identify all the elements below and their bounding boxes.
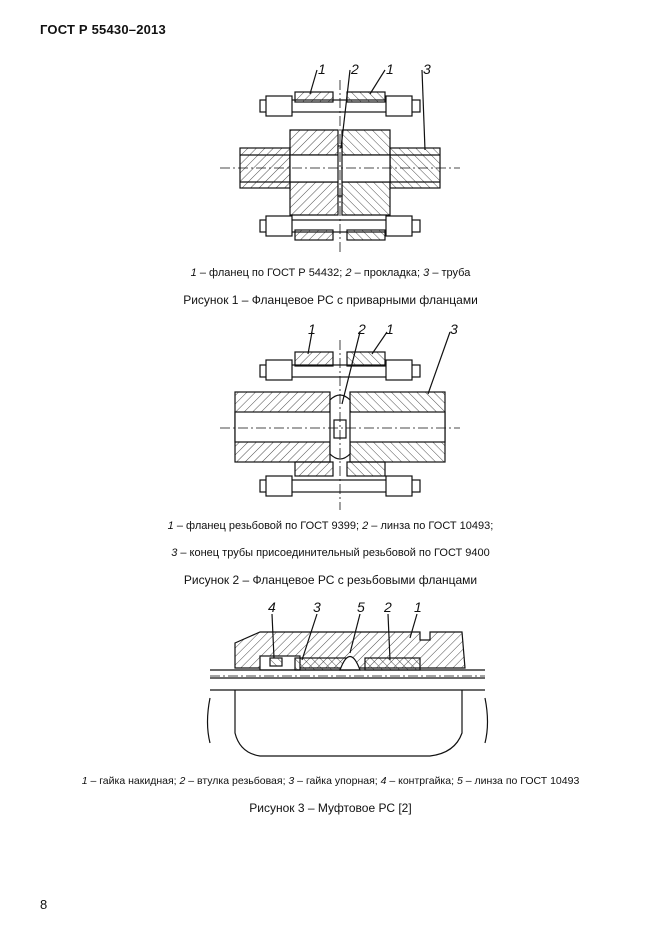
legend-num: 5	[456, 775, 463, 787]
figure-3-callout-4: 4	[268, 599, 276, 615]
legend-text: – контргайка;	[386, 775, 457, 787]
figure-1-drawing	[200, 60, 470, 260]
figure-2-drawing	[200, 320, 470, 515]
figure-3-callout-5: 5	[357, 599, 365, 615]
figure-1-callout-1a: 1	[318, 61, 326, 77]
legend-num: 1	[190, 267, 197, 279]
figure-2-callout-2: 2	[358, 321, 366, 337]
legend-num: 3	[288, 775, 295, 787]
legend-num: 3	[171, 547, 178, 559]
legend-num: 2	[179, 775, 186, 787]
figure-2-callout-1a: 1	[308, 321, 316, 337]
document-header: ГОСТ Р 55430–2013	[40, 22, 166, 37]
figure-1-callout-3: 3	[423, 61, 431, 77]
legend-num: 3	[423, 267, 430, 279]
page-number: 8	[40, 897, 48, 912]
figure-2-legend-line-2	[0, 547, 661, 559]
figure-1-title: Рисунок 1 – Фланцевое РС с приварными фланцами	[183, 293, 478, 307]
legend-num: 1	[167, 520, 174, 532]
figure-3-drawing	[200, 598, 490, 768]
legend-text: – линза по ГОСТ 10493	[462, 775, 580, 787]
legend-text: – фланец резьбовой по ГОСТ 9399;	[173, 520, 363, 532]
figure-1-callout-1b: 1	[386, 61, 394, 77]
legend-text: – прокладка;	[351, 267, 424, 279]
figure-3-title: Рисунок 3 – Муфтовое РС [2]	[249, 801, 412, 815]
figure-1-callout-2: 2	[351, 61, 359, 77]
figure-2-title: Рисунок 2 – Фланцевое РС с резьбовыми фланцами	[183, 573, 478, 587]
legend-text: – втулка резьбовая;	[185, 775, 289, 787]
legend-text: – труба	[429, 267, 471, 279]
legend-text: – гайка упорная;	[294, 775, 381, 787]
legend-num: 1	[81, 775, 88, 787]
legend-num: 4	[380, 775, 387, 787]
figure-3-callout-3: 3	[313, 599, 321, 615]
legend-text: – гайка накидная;	[87, 775, 180, 787]
figure-2-callout-3: 3	[450, 321, 458, 337]
legend-text: – фланец по ГОСТ Р 54432;	[196, 267, 346, 279]
legend-text: – конец трубы присоединительный резьбовой по ГОСТ 9400	[177, 547, 490, 559]
figure-1-legend	[0, 267, 661, 279]
figure-2-legend-line-1	[0, 520, 661, 532]
figure-3-legend	[0, 775, 661, 787]
figure-3-callout-1: 1	[414, 599, 422, 615]
legend-num: 2	[362, 520, 369, 532]
figure-3-callout-2: 2	[384, 599, 392, 615]
legend-num: 2	[345, 267, 352, 279]
legend-text: – линза по ГОСТ 10493;	[368, 520, 494, 532]
figure-2-callout-1b: 1	[386, 321, 394, 337]
